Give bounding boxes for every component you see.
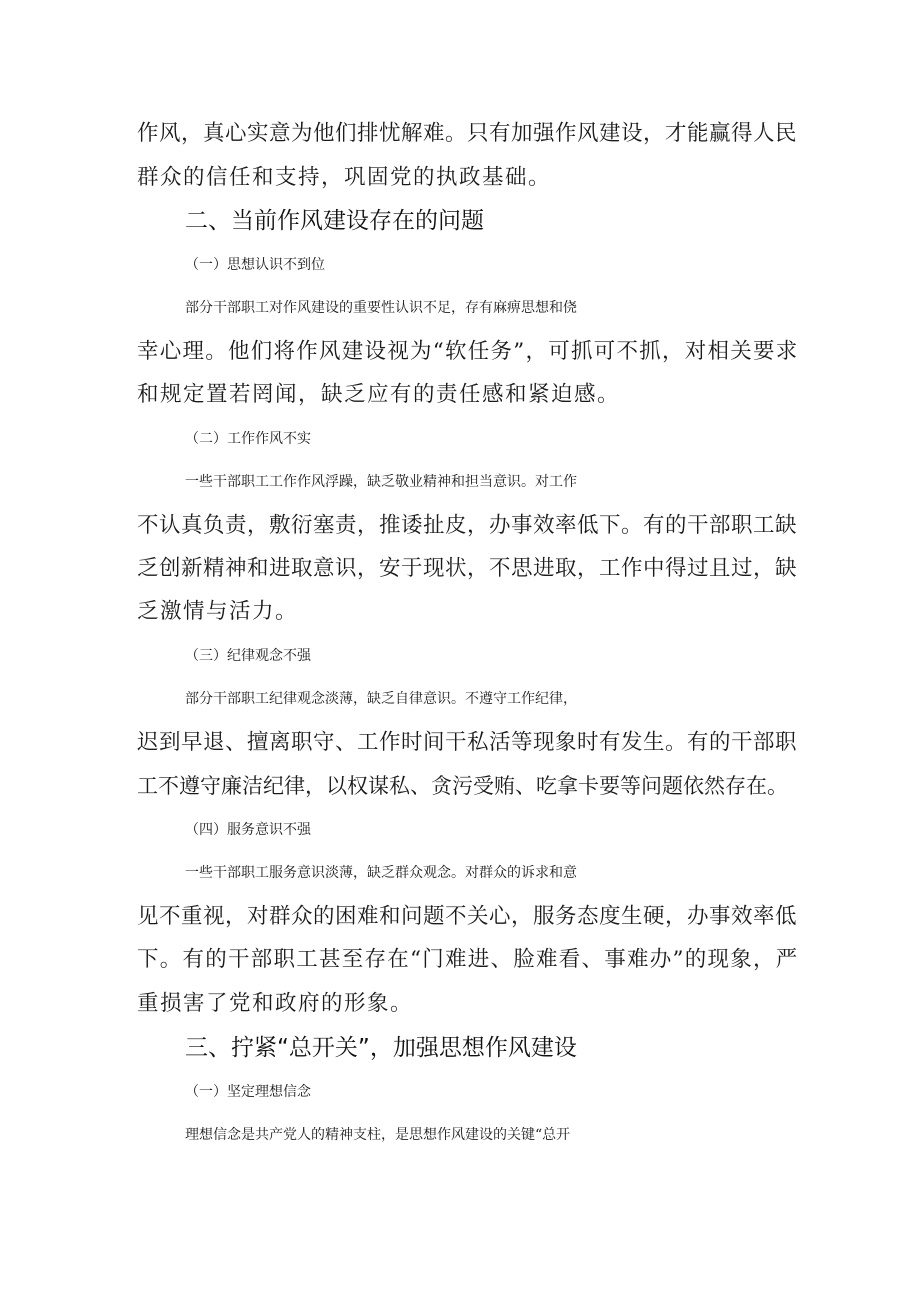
paragraph-line: 作风，真心实意为他们排忧解难。只有加强作风建设，才能赢得人民 <box>137 121 798 146</box>
subsection-heading: （二）工作作风不实 <box>185 431 311 447</box>
section-heading: 三、拧紧“总开关”，加强思想作风建设 <box>185 1035 577 1061</box>
paragraph-line: 不认真负责，敷衍塞责，推诿扯皮，办事效率低下。有的干部职工缺 <box>137 513 798 538</box>
paragraph-line: 重损害了党和政府的形象。 <box>137 991 414 1016</box>
paragraph-line: 工不遵守廉洁纪律，以权谋私、贪污受贿、吃拿卡要等问题依然存在。 <box>137 774 788 798</box>
paragraph-line: 一些干部职工工作作风浮躁，缺乏敬业精神和担当意识。对工作 <box>185 474 577 490</box>
subsection-heading: （一）思想认识不到位 <box>185 257 325 273</box>
subsection-heading: （一）坚定理想信念 <box>185 1084 311 1100</box>
paragraph-line: 部分干部职工纪律观念淡薄，缺乏自律意识。不遵守工作纪律， <box>185 691 577 707</box>
paragraph-line: 幸心理。他们将作风建设视为“软任务”，可抓可不抓，对相关要求 <box>137 339 799 364</box>
paragraph-line: 乏创新精神和进取意识，安于现状，不思进取，工作中得过且过，缺 <box>137 556 798 581</box>
paragraph-line: 群众的信任和支持，巩固党的执政基础。 <box>137 165 552 190</box>
subsection-heading: （四）服务意识不强 <box>185 822 311 838</box>
paragraph-line: 下。有的干部职工甚至存在“门难进、脸难看、事难办”的现象，严 <box>137 947 799 972</box>
paragraph-line: 部分干部职工对作风建设的重要性认识不足，存有麻痹思想和侥 <box>185 300 577 316</box>
paragraph-line: 一些干部职工服务意识淡薄，缺乏群众观念。对群众的诉求和意 <box>185 865 577 881</box>
paragraph-line: 见不重视，对群众的困难和问题不关心，服务态度生硬，办事效率低 <box>137 904 798 929</box>
paragraph-line: 乏激情与活力。 <box>137 599 299 624</box>
paragraph-line: 迟到早退、擅离职守、工作时间干私活等现象时有发生。有的干部职 <box>137 730 798 755</box>
section-heading: 二、当前作风建设存在的问题 <box>185 208 484 234</box>
subsection-heading: （三）纪律观念不强 <box>185 648 311 664</box>
paragraph-line: 和规定置若罔闻，缺乏应有的责任感和紧迫感。 <box>137 382 621 407</box>
paragraph-line: 理想信念是共产党人的精神支柱，是思想作风建设的关键“总开 <box>185 1127 571 1143</box>
